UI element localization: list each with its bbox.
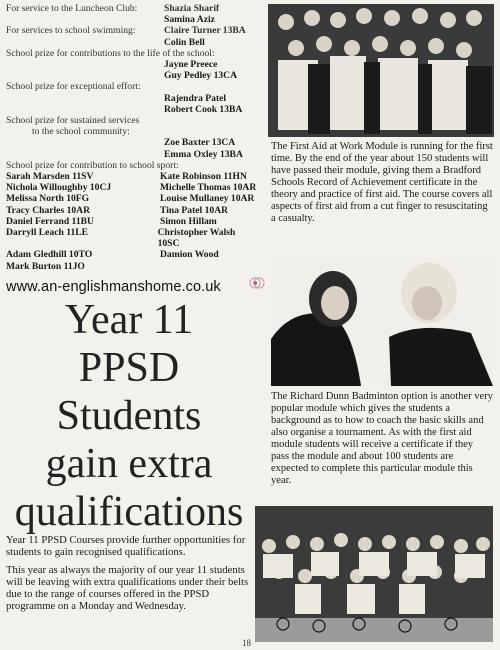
award-label-text: For service to the Luncheon Club: bbox=[6, 3, 138, 14]
sport-winner: Louise Mullaney 10AR bbox=[160, 193, 255, 205]
award-winner: Samina Aziz bbox=[164, 14, 215, 26]
sport-winner: Damion Wood bbox=[160, 249, 219, 261]
headline-line: qualifications bbox=[14, 489, 244, 535]
award-winner: Jayne Preece bbox=[164, 59, 218, 71]
badminton-text bbox=[271, 391, 493, 487]
award-winner: Rajendra Patel bbox=[164, 92, 227, 104]
sport-winner-row bbox=[6, 205, 258, 216]
sport-winner: Adam Gledhill 10TO bbox=[6, 249, 93, 261]
sport-winner: Mark Burton 11JO bbox=[6, 260, 85, 272]
sport-winner: Christopher Walsh 10SC bbox=[157, 227, 236, 250]
headline-line: gain extra bbox=[45, 441, 213, 487]
group-photo-badminton bbox=[255, 506, 493, 642]
sport-winner: Michelle Thomas 10AR bbox=[160, 182, 257, 194]
sport-winner: Daniel Ferrand 11BU bbox=[6, 215, 94, 227]
awards-list bbox=[6, 3, 258, 272]
award-winner: Zoe Baxter 13CA bbox=[164, 137, 236, 149]
group-photo-students bbox=[268, 4, 494, 137]
sport-winner-row bbox=[6, 227, 258, 249]
award-label bbox=[6, 3, 258, 14]
sport-winner-row bbox=[6, 182, 258, 193]
sport-winner-row bbox=[6, 171, 258, 182]
intro-paragraph: This year as always the majority of our year 11 students will be leaving with extra qualifications under their belts due to the range of courses offered in the PPSD programme on a Monday and Wednesday. bbox=[6, 563, 249, 612]
headline-line: PPSD bbox=[78, 345, 180, 391]
sport-winner-row bbox=[6, 249, 258, 260]
headline-line: Year 11 bbox=[64, 297, 194, 343]
sport-winner: Kate Robinson 11HN bbox=[160, 171, 247, 183]
award-winner: Guy Pedley 13CA bbox=[164, 70, 238, 82]
intro-paragraph: Year 11 PPSD Courses provide further opportunities for students to gain recognised qualifications. bbox=[6, 534, 246, 558]
award-label bbox=[6, 25, 258, 36]
sport-winner: Tracy Charles 10AR bbox=[6, 204, 91, 216]
award-label-text: For services to school swimming: bbox=[6, 25, 136, 37]
award-winner: Shazia Sharif bbox=[164, 3, 220, 14]
award-label: School prize for contributions to the life of the school: bbox=[6, 47, 215, 59]
award-label-continued: to the school community: bbox=[32, 126, 130, 138]
award-winner: Robert Cook 13BA bbox=[164, 103, 243, 115]
first-aid-paragraph: The First Aid at Work Module is running for the first time. By the end of the year about 150 students will have passed their module, giving them a Bradford Schools Record of Achievement certificate in the theory and practice of first aid. The course covers all aspects of first aid from a cut finger to resuscitating a casualty. bbox=[271, 141, 493, 224]
sport-winner-row bbox=[6, 261, 258, 272]
sport-winner: Simon Hillam bbox=[160, 215, 217, 227]
award-winner: Colin Bell bbox=[164, 36, 205, 48]
first-aid-text bbox=[271, 141, 493, 225]
award-label: School prize for exceptional effort: bbox=[6, 81, 141, 93]
sport-winner-row bbox=[6, 216, 258, 227]
watermark-url[interactable]: www.an-englishmanshome.co.uk bbox=[6, 279, 221, 295]
headline-line: Students bbox=[56, 393, 202, 439]
pin-icon-2 bbox=[252, 276, 266, 295]
award-winner: Emma Oxley 13BA bbox=[164, 148, 243, 160]
sport-winner: Sarah Marsden 11SV bbox=[6, 171, 94, 183]
sport-winner: Darryll Leach 11LE bbox=[6, 227, 89, 239]
page-number: 18 bbox=[242, 638, 251, 648]
award-label: School prize for sustained services bbox=[6, 115, 140, 127]
badminton-paragraph: The Richard Dunn Badminton option is another very popular module which gives the students a background as to how to coach the basic skills and also organise a tournament. As with the first aid module students will receive a certificate if they pass the module and about 100 students are expected to complete this particular module this year. bbox=[271, 391, 493, 486]
intro-text bbox=[6, 535, 254, 618]
sport-winner-row bbox=[6, 193, 258, 204]
sport-winner: Melissa North 10FG bbox=[6, 193, 90, 205]
sport-winner: Tina Patel 10AR bbox=[160, 204, 229, 216]
headline bbox=[0, 296, 258, 536]
sport-winner: Nichola Willoughby 10CJ bbox=[6, 182, 112, 194]
award-winner: Claire Turner 13BA bbox=[164, 25, 246, 37]
sport-label: School prize for contribution to school sport: bbox=[6, 159, 179, 171]
photo-two-students bbox=[271, 259, 493, 386]
